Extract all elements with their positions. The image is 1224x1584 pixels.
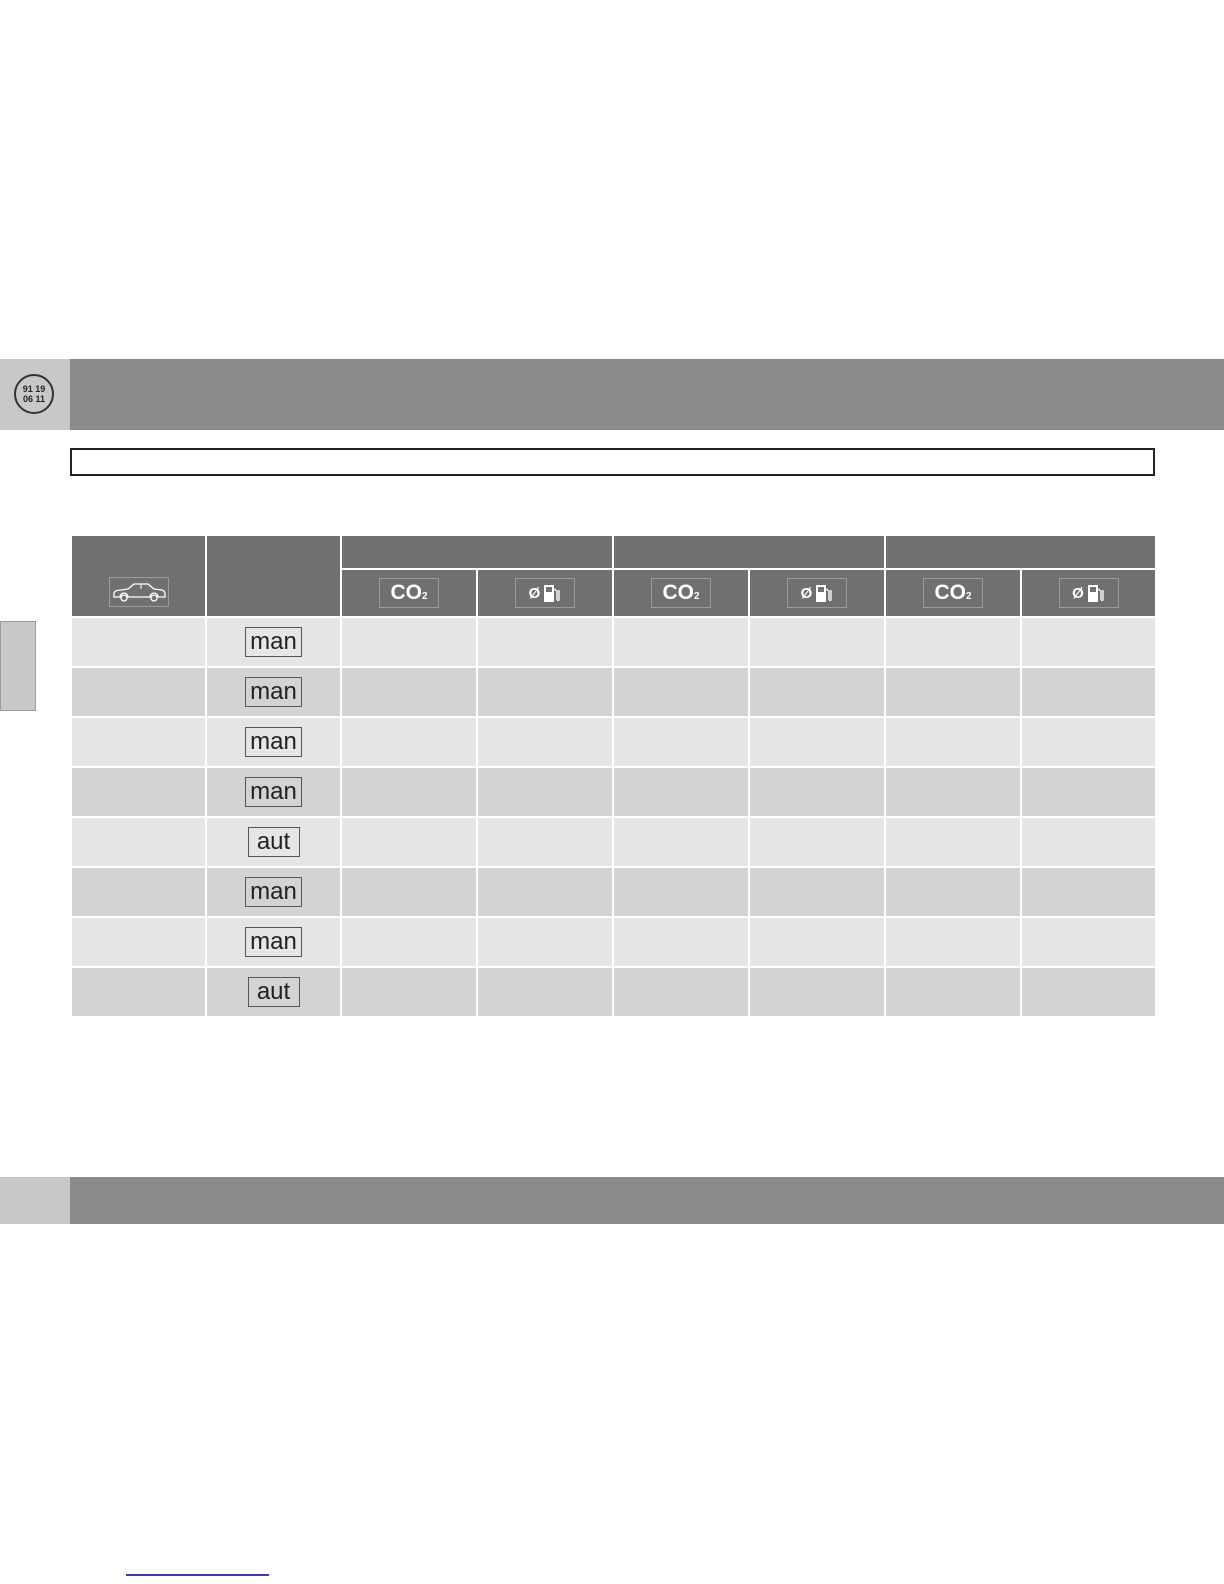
value-cell bbox=[885, 817, 1021, 867]
vehicle-cell bbox=[71, 867, 206, 917]
footer-link-underline[interactable] bbox=[126, 1574, 269, 1576]
transmission-label: aut bbox=[248, 827, 300, 857]
group-header-2 bbox=[613, 535, 885, 569]
vehicle-cell bbox=[71, 767, 206, 817]
transmission-label: aut bbox=[248, 977, 300, 1007]
consumption-header bbox=[1021, 569, 1156, 617]
value-cell bbox=[341, 717, 477, 767]
table-row bbox=[71, 967, 1156, 1017]
value-cell bbox=[1021, 817, 1156, 867]
value-cell bbox=[749, 867, 885, 917]
value-cell bbox=[341, 867, 477, 917]
header-band bbox=[0, 359, 1224, 430]
average-symbol: Ø bbox=[1072, 584, 1084, 602]
value-cell bbox=[477, 667, 613, 717]
average-symbol: Ø bbox=[528, 584, 541, 602]
value-cell bbox=[477, 867, 613, 917]
value-cell bbox=[885, 767, 1021, 817]
value-cell bbox=[477, 717, 613, 767]
value-cell bbox=[885, 867, 1021, 917]
vehicle-cell bbox=[71, 817, 206, 867]
fuel-pump-icon bbox=[1059, 578, 1119, 608]
value-cell bbox=[613, 767, 749, 817]
value-cell bbox=[885, 967, 1021, 1017]
table-row bbox=[71, 667, 1156, 717]
value-cell bbox=[613, 667, 749, 717]
value-cell bbox=[477, 967, 613, 1017]
value-cell bbox=[749, 667, 885, 717]
value-cell bbox=[477, 917, 613, 967]
value-cell bbox=[341, 817, 477, 867]
transmission-label: man bbox=[245, 627, 302, 657]
value-cell bbox=[1021, 717, 1156, 767]
co2-subscript: 2 bbox=[965, 590, 972, 602]
consumption-header bbox=[477, 569, 613, 617]
transmission-label: man bbox=[245, 877, 302, 907]
value-cell bbox=[1021, 767, 1156, 817]
value-cell bbox=[613, 917, 749, 967]
value-cell bbox=[749, 717, 885, 767]
vehicle-cell bbox=[71, 617, 206, 667]
transmission-cell bbox=[206, 917, 341, 967]
vehicle-cell bbox=[71, 917, 206, 967]
value-cell bbox=[885, 717, 1021, 767]
vehicle-cell bbox=[71, 717, 206, 767]
consumption-header bbox=[749, 569, 885, 617]
fuel-type-badge-icon bbox=[14, 374, 54, 414]
value-cell bbox=[749, 617, 885, 667]
transmission-cell bbox=[206, 717, 341, 767]
co2-label: CO bbox=[390, 581, 422, 604]
co2-subscript: 2 bbox=[421, 590, 428, 602]
table-row bbox=[71, 717, 1156, 767]
transmission-cell bbox=[206, 967, 341, 1017]
value-cell bbox=[477, 767, 613, 817]
footer-band bbox=[0, 1177, 1224, 1224]
transmission-cell bbox=[206, 817, 341, 867]
co2-label: CO bbox=[662, 581, 694, 604]
co2-subscript: 2 bbox=[693, 590, 700, 602]
transmission-cell bbox=[206, 667, 341, 717]
co2-label: CO bbox=[934, 581, 966, 604]
value-cell bbox=[1021, 617, 1156, 667]
value-cell bbox=[477, 817, 613, 867]
value-cell bbox=[1021, 917, 1156, 967]
co2-icon bbox=[923, 578, 983, 608]
table-row bbox=[71, 817, 1156, 867]
transmission-cell bbox=[206, 867, 341, 917]
badge-line-1: 91 19 bbox=[22, 384, 46, 394]
value-cell bbox=[885, 617, 1021, 667]
value-cell bbox=[613, 967, 749, 1017]
value-cell bbox=[341, 667, 477, 717]
value-cell bbox=[1021, 967, 1156, 1017]
fuel-pump-icon bbox=[787, 578, 847, 608]
vehicle-header bbox=[71, 535, 206, 617]
transmission-cell bbox=[206, 767, 341, 817]
transmission-cell bbox=[206, 617, 341, 667]
value-cell bbox=[341, 767, 477, 817]
co2-header bbox=[613, 569, 749, 617]
consumption-table bbox=[70, 534, 1157, 1018]
fuel-pump-icon bbox=[515, 578, 575, 608]
average-symbol: Ø bbox=[800, 584, 813, 602]
value-cell bbox=[341, 917, 477, 967]
value-cell bbox=[749, 817, 885, 867]
co2-icon bbox=[651, 578, 711, 608]
co2-header bbox=[885, 569, 1021, 617]
group-header-3 bbox=[885, 535, 1156, 569]
transmission-header bbox=[206, 535, 341, 617]
value-cell bbox=[613, 717, 749, 767]
value-cell bbox=[749, 967, 885, 1017]
transmission-label: man bbox=[245, 677, 302, 707]
value-cell bbox=[749, 767, 885, 817]
vehicle-cell bbox=[71, 667, 206, 717]
value-cell bbox=[613, 867, 749, 917]
value-cell bbox=[1021, 667, 1156, 717]
transmission-label: man bbox=[245, 927, 302, 957]
group-header-1 bbox=[341, 535, 613, 569]
table-row bbox=[71, 767, 1156, 817]
co2-header bbox=[341, 569, 477, 617]
table-row bbox=[71, 917, 1156, 967]
footer-tab bbox=[0, 1177, 70, 1224]
car-icon bbox=[109, 577, 169, 607]
title-box bbox=[70, 448, 1155, 476]
transmission-label: man bbox=[245, 777, 302, 807]
table-row bbox=[71, 867, 1156, 917]
value-cell bbox=[1021, 867, 1156, 917]
value-cell bbox=[885, 667, 1021, 717]
transmission-label: man bbox=[245, 727, 302, 757]
value-cell bbox=[749, 917, 885, 967]
value-cell bbox=[477, 617, 613, 667]
value-cell bbox=[341, 967, 477, 1017]
vehicle-cell bbox=[71, 967, 206, 1017]
value-cell bbox=[613, 617, 749, 667]
value-cell bbox=[341, 617, 477, 667]
table-row bbox=[71, 617, 1156, 667]
value-cell bbox=[613, 817, 749, 867]
badge-line-2: 06 11 bbox=[22, 394, 46, 404]
side-tab bbox=[0, 621, 36, 711]
value-cell bbox=[885, 917, 1021, 967]
co2-icon bbox=[379, 578, 439, 608]
